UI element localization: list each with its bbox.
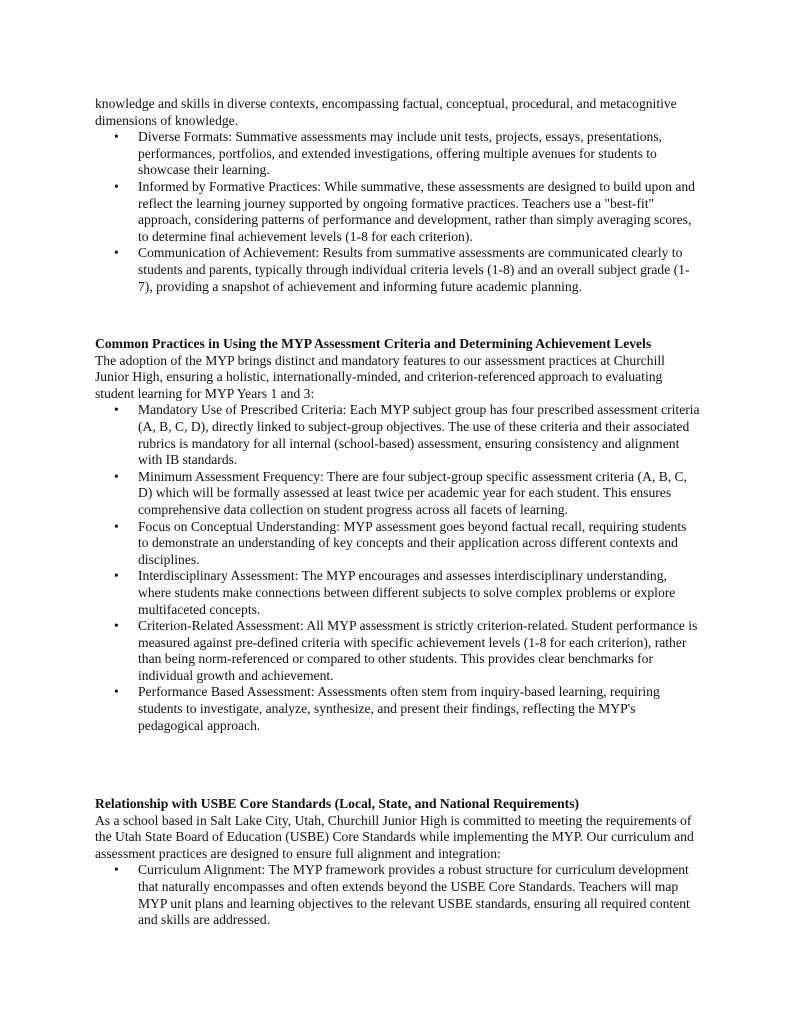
list-item [95, 179, 700, 245]
bullet-icon: • [114, 618, 119, 634]
usbe-section [95, 796, 700, 929]
section-intro: As a school based in Salt Lake City, Utah, Churchill Junior High is committed to meeting the requirements of the Utah State Board of Education (USBE) Core Standards while implementing the MYP. Our curriculum and assessment practices are designed to ensure full alignment and integration: [95, 812, 694, 861]
list-item [95, 684, 700, 734]
bullet-icon: • [114, 684, 119, 700]
list-item-text: Diverse Formats: Summative assessments may include unit tests, projects, essays, presentations, performances, portfolios, and extended investigations, offering multiple avenues for students to showcase their learning. [138, 129, 663, 178]
bullet-icon: • [114, 468, 119, 484]
list-item [95, 245, 700, 295]
bullet-icon: • [114, 402, 119, 418]
summative-list [95, 129, 700, 295]
list-item-text: Interdisciplinary Assessment: The MYP encourages and assesses interdisciplinary understanding, where students make connections between different subjects to solve complex problems or explore multifaceted concepts. [138, 568, 676, 617]
bullet-icon: • [114, 178, 119, 194]
list-item [95, 469, 700, 519]
bullet-icon: • [114, 568, 119, 584]
list-item-text: Minimum Assessment Frequency: There are four subject-group specific assessment criteria (A, B, C, D) which will be formally assessed at least twice per academic year for each student. This ensures comprehensive data collection on student progress across all facets of learning. [138, 468, 688, 517]
list-item [95, 568, 700, 618]
section-intro: The adoption of the MYP brings distinct and mandatory features to our assessment practices at Churchill Junior High, ensuring a holistic, internationally-minded, and criterion-referenced approach to evaluating student learning for MYP Years 1 and 3: [95, 352, 665, 401]
continuation-text: knowledge and skills in diverse contexts, encompassing factual, conceptual, procedural, and metacognitive dimensions of knowledge. [95, 96, 677, 128]
bullet-icon: • [114, 862, 119, 878]
top-section [95, 96, 700, 295]
usbe-list [95, 862, 700, 928]
bullet-icon: • [114, 518, 119, 534]
section-heading: Common Practices in Using the MYP Assessment Criteria and Determining Achievement Levels [95, 336, 652, 351]
list-item-text: Criterion-Related Assessment: All MYP assessment is strictly criterion-related. Student performance is measured against pre-defined criteria with specific achievement levels (1-8 for each criterion), rather than being norm-referenced or compared to other students. This provides clear benchmarks for individual growth and achievement. [138, 618, 698, 683]
list-item-text: Communication of Achievement: Results from summative assessments are communicated clearly to students and parents, typically through individual criteria levels (1-8) and an overall subject grade (1-7), providing a snapshot of achievement and informing future academic planning. [138, 245, 690, 294]
section-heading: Relationship with USBE Core Standards (Local, State, and National Requirements) [95, 796, 580, 811]
bullet-icon: • [114, 245, 119, 261]
list-item-text: Focus on Conceptual Understanding: MYP assessment goes beyond factual recall, requiring students to demonstrate an understanding of key concepts and their application across different contexts and disciplines. [138, 518, 687, 567]
criteria-list [95, 402, 700, 734]
list-item [95, 618, 700, 684]
list-item-text: Mandatory Use of Prescribed Criteria: Each MYP subject group has four prescribed assessment criteria (A, B, C, D), directly linked to subject-group objectives. The use of these criteria and their associated rubrics is mandatory for all internal (school-based) assessment, ensuring consistency and alignment with IB standards. [138, 402, 700, 468]
bullet-icon: • [114, 129, 119, 145]
list-item-text: Informed by Formative Practices: While summative, these assessments are designed to build upon and reflect the learning journey supported by ongoing formative practices. Teachers use a "best-fit" approach, considering patterns of performance and development, rather than simply averaging scores, to determine final achievement levels (1-8 for each criterion). [138, 178, 695, 244]
list-item [95, 402, 700, 468]
list-item-text: Performance Based Assessment: Assessments often stem from inquiry-based learning, requiring students to investigate, analyze, synthesize, and present their findings, reflecting the MYP's pedagogical approach. [138, 684, 660, 733]
list-item-text: Curriculum Alignment: The MYP framework provides a robust structure for curriculum development that naturally encompasses and often extends beyond the USBE Core Standards. Teachers will map MYP unit plans and learning objectives to the relevant USBE standards, ensuring all required content and skills are addressed. [138, 862, 690, 928]
list-item [95, 519, 700, 569]
criteria-section [95, 336, 700, 734]
list-item [95, 862, 700, 928]
list-item [95, 129, 700, 179]
